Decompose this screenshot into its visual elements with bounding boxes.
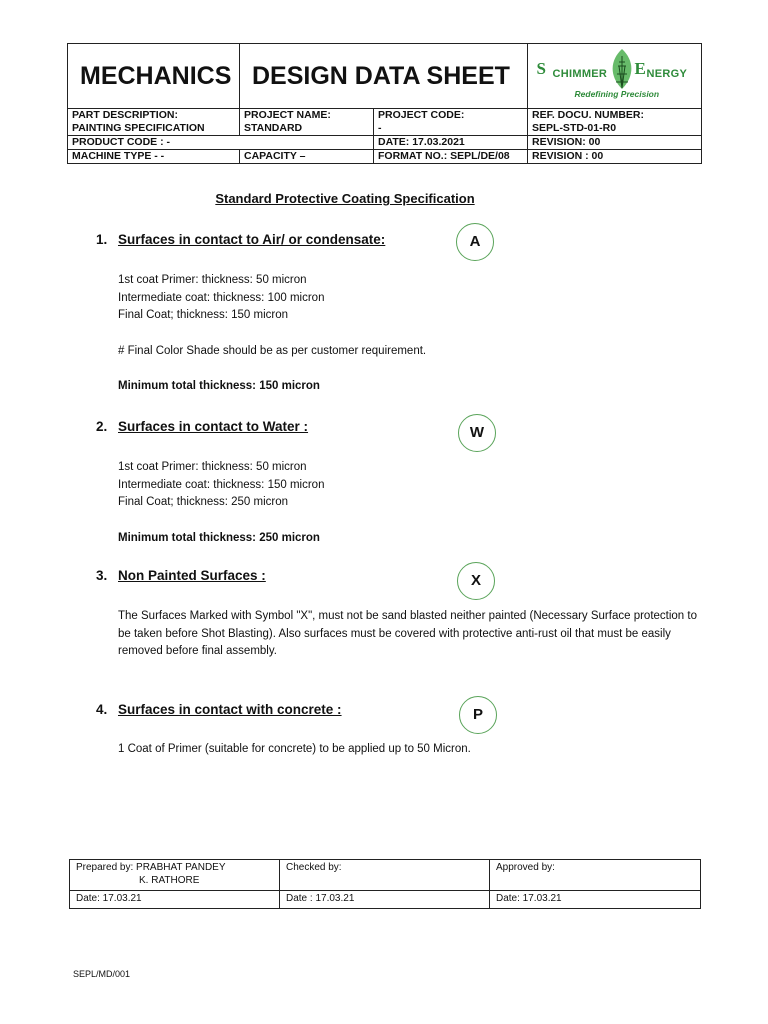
checked-by: Checked by: [280, 860, 490, 891]
symbol-p-circle: P [459, 696, 497, 734]
prepared-by-2: K. RATHORE [139, 875, 200, 886]
section-3-text: The Surfaces Marked with Symbol "X", must not be sand blasted neither painted (Necessary Surface protection to be taken before Shot Blasting). Also surfaces must be covered with protective anti-rust oil that must be easily removed before final assembly. [118, 610, 697, 657]
page-title: Standard Protective Coating Specification [215, 191, 475, 206]
symbol-x-circle: X [457, 562, 495, 600]
section-number: 3. [96, 568, 108, 583]
section-title: Surfaces in contact to Air/ or condensate: [118, 232, 386, 247]
ref-doc-cell [528, 109, 702, 136]
format-no: FORMAT NO.: SEPL/DE/08 [374, 150, 528, 164]
coat-line: Final Coat; thickness: 150 micron [118, 309, 289, 321]
project-name-cell [240, 109, 374, 136]
coat-line: Final Coat; thickness: 250 micron [118, 496, 289, 508]
doc-title: DESIGN DATA SHEET [240, 44, 528, 109]
part-description-value: PAINTING SPECIFICATION [72, 122, 205, 134]
section-number: 2. [96, 419, 108, 434]
section-4-text: 1 Coat of Primer (suitable for concrete) to be applied up to 50 Micron. [118, 743, 471, 755]
approved-by: Approved by: [490, 860, 701, 891]
logo-word-chimmer: CHIMMER [552, 68, 608, 80]
ref-doc-label: REF. DOCU. NUMBER: [532, 109, 645, 121]
section-2-min-total: Minimum total thickness: 250 micron [118, 532, 320, 544]
signoff-table [69, 859, 701, 909]
document-id: SEPL/MD/001 [73, 969, 131, 979]
section-3-heading [96, 568, 266, 583]
section-4-heading [96, 702, 342, 717]
capacity: CAPACITY – [240, 150, 374, 164]
leaf-tower-icon [607, 48, 637, 90]
section-title: Non Painted Surfaces : [118, 568, 266, 583]
prepared-date: Date: 17.03.21 [70, 891, 280, 909]
mechanics-label: MECHANICS [68, 44, 240, 109]
prepared-by: Prepared by: PRABHAT PANDEY [76, 862, 226, 873]
section-1-min-total: Minimum total thickness: 150 micron [118, 380, 320, 392]
symbol-a-circle: A [456, 223, 494, 261]
section-1-note: # Final Color Shade should be as per customer requirement. [118, 345, 427, 357]
logo-word-nergy: NERGY [646, 68, 688, 80]
company-logo [528, 44, 702, 109]
project-name-label: PROJECT NAME: [244, 109, 331, 121]
logo-letter-s: S [536, 59, 546, 78]
coat-line: 1st coat Primer: thickness: 50 micron [118, 461, 307, 473]
revision-cell-2: REVISION : 00 [528, 150, 702, 164]
section-number: 4. [96, 702, 108, 717]
section-title: Surfaces in contact with concrete : [118, 702, 342, 717]
prepared-by-cell [70, 860, 280, 891]
project-name-value: STANDARD [244, 122, 303, 134]
logo-tagline: Redefining Precision [574, 89, 660, 99]
symbol-w-circle: W [458, 414, 496, 452]
approved-date: Date: 17.03.21 [490, 891, 701, 909]
header-table [67, 43, 702, 164]
product-code: PRODUCT CODE : - [68, 136, 374, 150]
part-description-cell [68, 109, 240, 136]
logo-letter-e: E [634, 59, 646, 78]
project-code-label: PROJECT CODE: [378, 109, 465, 121]
date-cell: DATE: 17.03.2021 [374, 136, 528, 150]
section-1-coats [118, 272, 324, 325]
checked-date: Date : 17.03.21 [280, 891, 490, 909]
section-2-coats [118, 459, 324, 512]
revision-cell: REVISION: 00 [528, 136, 702, 150]
section-title: Surfaces in contact to Water : [118, 419, 309, 434]
project-code-value: - [378, 122, 382, 134]
machine-type: MACHINE TYPE - - [68, 150, 240, 164]
section-1-heading [96, 232, 385, 247]
ref-doc-value: SEPL-STD-01-R0 [532, 122, 617, 134]
coat-line: 1st coat Primer: thickness: 50 micron [118, 274, 307, 286]
coat-line: Intermediate coat: thickness: 150 micron [118, 478, 325, 491]
coat-line: Intermediate coat: thickness: 100 micron [118, 291, 325, 304]
section-number: 1. [96, 232, 108, 247]
project-code-cell [374, 109, 528, 136]
section-2-heading [96, 419, 308, 434]
part-description-label: PART DESCRIPTION: [72, 109, 178, 121]
